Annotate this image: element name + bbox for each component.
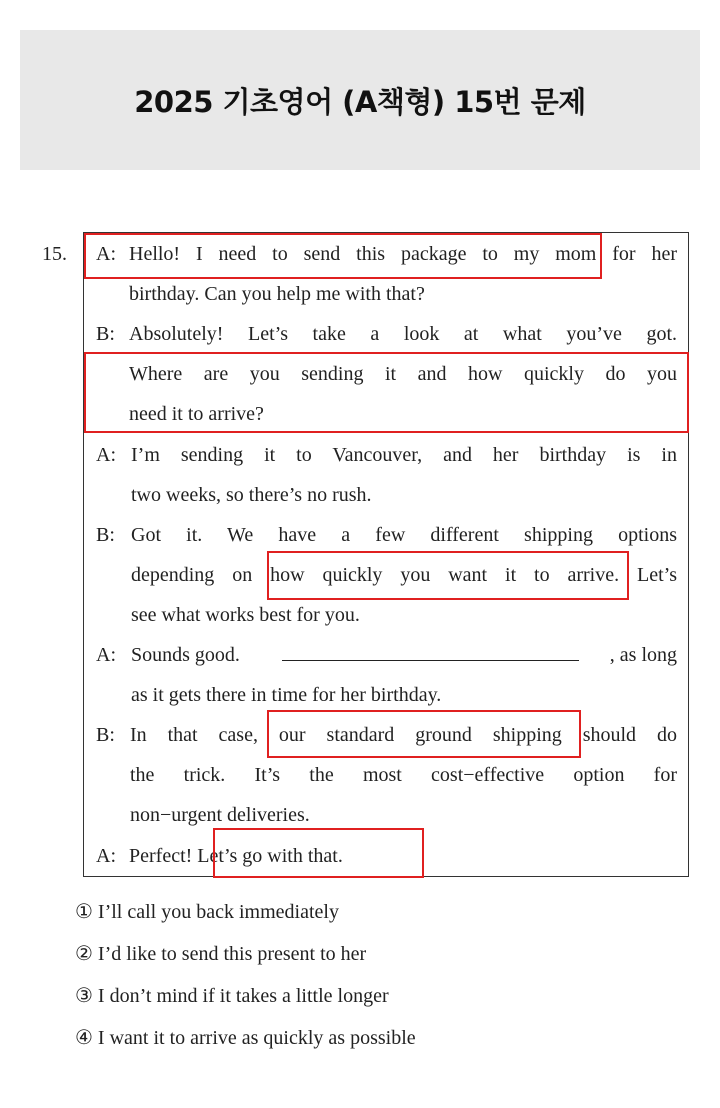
- answer-blank: [282, 642, 579, 668]
- dialogue-line: Absolutely! Let’s take a look at what you’ve got.: [129, 323, 677, 345]
- answer-choice-3[interactable]: ③ I don’t mind if it takes a little longer: [75, 985, 389, 1007]
- dialogue-line: birthday. Can you help me with that?: [129, 283, 425, 305]
- speaker-label: A:: [96, 845, 116, 867]
- answer-choice-2[interactable]: ② I’d like to send this present to her: [75, 943, 367, 965]
- dialogue-line: , as long: [609, 644, 677, 666]
- dialogue-line: Hello! I need to send this package to my mom for her: [129, 243, 677, 265]
- speaker-label: A:: [96, 644, 116, 666]
- dialogue-line: two weeks, so there’s no rush.: [131, 484, 372, 506]
- dialogue-line: see what works best for you.: [131, 604, 360, 626]
- dialogue-line: depending on how quickly you want it to arrive. Let’s: [131, 564, 677, 586]
- answer-choice-4[interactable]: ④ I want it to arrive as quickly as possible: [75, 1027, 416, 1049]
- speaker-label: B:: [96, 323, 115, 345]
- dialogue-line: Got it. We have a few different shipping options: [131, 524, 677, 546]
- speaker-label: B:: [96, 724, 115, 746]
- dialogue-line: Perfect! Let’s go with that.: [129, 845, 343, 867]
- page-title: 2025 기초영어 (A책형) 15번 문제: [134, 84, 586, 119]
- dialogue-line: I’m sending it to Vancouver, and her birthday is in: [131, 444, 677, 466]
- title-banner: [20, 30, 700, 170]
- speaker-label: A:: [96, 444, 116, 466]
- dialogue-line: non−urgent deliveries.: [130, 804, 310, 826]
- dialogue-line: need it to arrive?: [129, 403, 264, 425]
- dialogue-line: Sounds good.: [131, 644, 240, 666]
- dialogue-line: as it gets there in time for her birthday.: [131, 684, 442, 706]
- question-number: 15.: [42, 243, 67, 265]
- dialogue-line: Where are you sending it and how quickly do you: [129, 363, 677, 385]
- dialogue-line: In that case, our standard ground shipping should do: [130, 724, 677, 746]
- answer-choice-1[interactable]: ① I’ll call you back immediately: [75, 901, 339, 923]
- speaker-label: A:: [96, 243, 116, 265]
- speaker-label: B:: [96, 524, 115, 546]
- dialogue-line: the trick. It’s the most cost−effective option for: [130, 764, 677, 786]
